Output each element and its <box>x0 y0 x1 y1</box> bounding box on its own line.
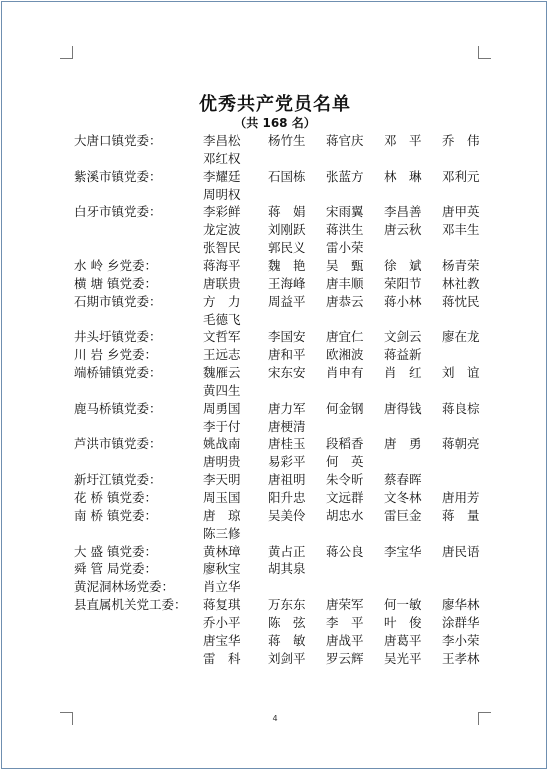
roster-row <box>0 525 550 542</box>
member-name: 王孝林 <box>442 650 480 666</box>
member-name: 廖华林 <box>442 597 480 613</box>
member-name: 邓 平 <box>384 133 422 148</box>
member-name: 李小荣 <box>442 632 480 648</box>
member-name: 唐民语 <box>442 543 480 559</box>
member-name: 胡其泉 <box>268 561 306 577</box>
organization-label: 水 岭 乡党委： <box>74 257 157 273</box>
member-name: 易彩平 <box>268 454 306 470</box>
member-name: 雷小荣 <box>326 240 364 256</box>
organization-label: 黄泥洞林场党委： <box>74 579 175 595</box>
organization-label: 横 塘 镇党委： <box>74 275 157 291</box>
roster-row <box>0 632 550 649</box>
member-name: 荣阳节 <box>384 275 422 291</box>
roster-row <box>0 400 550 417</box>
member-name: 李昌善 <box>384 204 422 220</box>
member-name: 乔小平 <box>203 614 241 630</box>
member-name: 肖立华 <box>203 579 241 595</box>
member-name: 唐恭云 <box>326 293 364 309</box>
member-name: 王海峰 <box>268 275 306 291</box>
roster-row <box>0 203 550 220</box>
member-name: 张蓝方 <box>326 168 364 184</box>
member-name: 郭民义 <box>268 240 306 256</box>
organization-label: 县直属机关党工委： <box>74 597 187 613</box>
member-name: 方 力 <box>203 293 241 309</box>
organization-label: 芦洪市镇党委： <box>74 436 162 452</box>
member-name: 李于付 <box>203 418 241 434</box>
member-name: 雷巨金 <box>384 507 422 523</box>
member-name: 唐和平 <box>268 347 306 363</box>
member-name: 蒋小林 <box>384 293 422 309</box>
member-name: 蒋公良 <box>326 543 364 559</box>
roster-row <box>0 596 550 613</box>
document-title: 优秀共产党员名单 <box>199 94 351 115</box>
member-name: 刘剑平 <box>268 650 306 666</box>
member-name: 邓丰生 <box>442 222 480 238</box>
member-name: 李国安 <box>268 329 306 345</box>
member-name: 蒋 娟 <box>268 204 306 220</box>
member-name: 黄四生 <box>203 382 241 398</box>
member-name: 周勇国 <box>203 400 241 416</box>
member-name: 何 英 <box>326 454 364 470</box>
roster-row <box>0 650 550 667</box>
member-name: 何金钢 <box>326 400 364 416</box>
member-name: 邓利元 <box>442 168 480 184</box>
roster-row <box>0 293 550 310</box>
organization-label: 石期市镇党委： <box>74 293 162 309</box>
member-name: 唐得钱 <box>384 400 422 416</box>
organization-label: 大唐口镇党委： <box>74 133 162 148</box>
member-name: 杨竹生 <box>268 133 306 148</box>
member-name: 肖 红 <box>384 365 422 381</box>
member-name: 蒋朝亮 <box>442 436 480 452</box>
member-name: 唐 琼 <box>203 507 241 523</box>
member-name: 王远志 <box>203 347 241 363</box>
member-name: 蒋洪生 <box>326 222 364 238</box>
member-name: 唐丰顺 <box>326 275 364 291</box>
member-name: 廖在龙 <box>442 329 480 345</box>
member-name: 蒋复琪 <box>203 597 241 613</box>
member-name: 周明权 <box>203 186 241 202</box>
organization-label: 白牙市镇党委： <box>74 204 162 220</box>
member-name: 黄占正 <box>268 543 306 559</box>
member-name: 张智民 <box>203 240 241 256</box>
member-name: 唐宝华 <box>203 632 241 648</box>
member-name: 文哲军 <box>203 329 241 345</box>
member-name: 魏 艳 <box>268 257 306 273</box>
roster-row <box>0 150 550 167</box>
roster-row <box>0 132 550 149</box>
member-name: 徐 斌 <box>384 257 422 273</box>
member-name: 唐祖明 <box>268 472 306 488</box>
member-name: 蒋良棕 <box>442 400 480 416</box>
member-name: 何一敏 <box>384 597 422 613</box>
roster-row <box>0 578 550 595</box>
roster-row <box>0 435 550 452</box>
member-name: 叶 俊 <box>384 614 422 630</box>
organization-label: 川 岩 乡党委： <box>74 347 157 363</box>
member-name: 唐 勇 <box>384 436 422 452</box>
organization-label: 舜 管 局党委： <box>74 561 157 577</box>
member-name: 林社教 <box>442 275 480 291</box>
member-name: 姚战南 <box>203 436 241 452</box>
member-name: 宋雨翼 <box>326 204 364 220</box>
member-name: 蒋官庆 <box>326 133 364 148</box>
organization-label: 紫溪市镇党委： <box>74 168 162 184</box>
member-name: 宋东安 <box>268 365 306 381</box>
roster-row <box>0 168 550 185</box>
member-name: 阳升忠 <box>268 490 306 505</box>
roster-row <box>0 221 550 238</box>
roster-row <box>0 453 550 470</box>
member-name: 万东东 <box>268 597 306 613</box>
member-name: 唐云秋 <box>384 222 422 238</box>
member-name: 乔 伟 <box>442 133 480 148</box>
member-name: 欧湘波 <box>326 347 364 363</box>
member-name: 李耀廷 <box>203 168 241 184</box>
member-name: 蒋 敏 <box>268 632 306 648</box>
member-name: 段稻香 <box>326 436 364 452</box>
member-name: 李 平 <box>326 614 364 630</box>
member-name: 唐梗清 <box>268 418 306 434</box>
roster-row <box>0 418 550 435</box>
member-name: 石国栋 <box>268 168 306 184</box>
roster-row <box>0 382 550 399</box>
member-name: 蒋 量 <box>442 507 480 523</box>
member-name: 涂群华 <box>442 614 480 630</box>
member-name: 毛德飞 <box>203 311 241 327</box>
member-name: 唐用芳 <box>442 490 480 505</box>
organization-label: 井头圩镇党委： <box>74 329 162 345</box>
roster-row <box>0 614 550 631</box>
organization-label: 大 盛 镇党委： <box>74 543 157 559</box>
document-subtitle: （共 168 名） <box>234 116 316 130</box>
member-name: 唐甲英 <box>442 204 480 220</box>
member-name: 吴光平 <box>384 650 422 666</box>
member-name: 雷 科 <box>203 650 241 666</box>
roster-row <box>0 346 550 363</box>
member-name: 李宝华 <box>384 543 422 559</box>
member-name: 文剑云 <box>384 329 422 345</box>
member-name: 吴 甄 <box>326 257 364 273</box>
member-name: 周益平 <box>268 293 306 309</box>
member-name: 文冬林 <box>384 490 422 505</box>
member-name: 黄林璋 <box>203 543 241 559</box>
page-number: 4 <box>272 714 278 723</box>
member-name: 唐战平 <box>326 632 364 648</box>
roster-row <box>0 560 550 577</box>
member-name: 魏雁云 <box>203 365 241 381</box>
member-name: 李天明 <box>203 472 241 488</box>
member-name: 李彩鲜 <box>203 204 241 220</box>
member-name: 唐联贵 <box>203 275 241 291</box>
member-name: 蒋益新 <box>384 347 422 363</box>
roster-row <box>0 311 550 328</box>
member-name: 罗云辉 <box>326 650 364 666</box>
member-name: 林 琳 <box>384 168 422 184</box>
organization-label: 新圩江镇党委： <box>74 472 162 488</box>
member-name: 廖秋宝 <box>203 561 241 577</box>
organization-label: 花 桥 镇党委： <box>74 490 157 505</box>
roster-row <box>0 489 550 506</box>
member-name: 杨青荣 <box>442 257 480 273</box>
member-name: 邓红权 <box>203 150 241 166</box>
member-name: 唐葛平 <box>384 632 422 648</box>
roster-row <box>0 507 550 524</box>
roster-row <box>0 364 550 381</box>
member-name: 陈三修 <box>203 525 241 541</box>
member-name: 李昌松 <box>203 133 241 148</box>
member-name: 陈 弦 <box>268 614 306 630</box>
member-name: 肖申有 <box>326 365 364 381</box>
member-name: 蒋忱民 <box>442 293 480 309</box>
organization-label: 鹿马桥镇党委： <box>74 400 162 416</box>
member-name: 唐宜仁 <box>326 329 364 345</box>
member-name: 胡忠水 <box>326 507 364 523</box>
member-name: 朱令昕 <box>326 472 364 488</box>
member-name: 唐力军 <box>268 400 306 416</box>
organization-label: 南 桥 镇党委： <box>74 507 157 523</box>
member-name: 唐桂玉 <box>268 436 306 452</box>
roster-row <box>0 543 550 560</box>
member-name: 龙定波 <box>203 222 241 238</box>
member-name: 唐明贵 <box>203 454 241 470</box>
member-name: 刘刚跃 <box>268 222 306 238</box>
member-name: 蔡春晖 <box>384 472 422 488</box>
roster-row <box>0 275 550 292</box>
member-name: 周玉国 <box>203 490 241 505</box>
member-name: 吴美伶 <box>268 507 306 523</box>
roster-row <box>0 257 550 274</box>
roster-row <box>0 186 550 203</box>
member-name: 文远群 <box>326 490 364 505</box>
member-name: 蒋海平 <box>203 257 241 273</box>
member-name: 刘 谊 <box>442 365 480 381</box>
roster-row <box>0 471 550 488</box>
organization-label: 端桥铺镇党委： <box>74 365 162 381</box>
roster-row <box>0 239 550 256</box>
member-name: 唐荣军 <box>326 597 364 613</box>
roster-row <box>0 328 550 345</box>
